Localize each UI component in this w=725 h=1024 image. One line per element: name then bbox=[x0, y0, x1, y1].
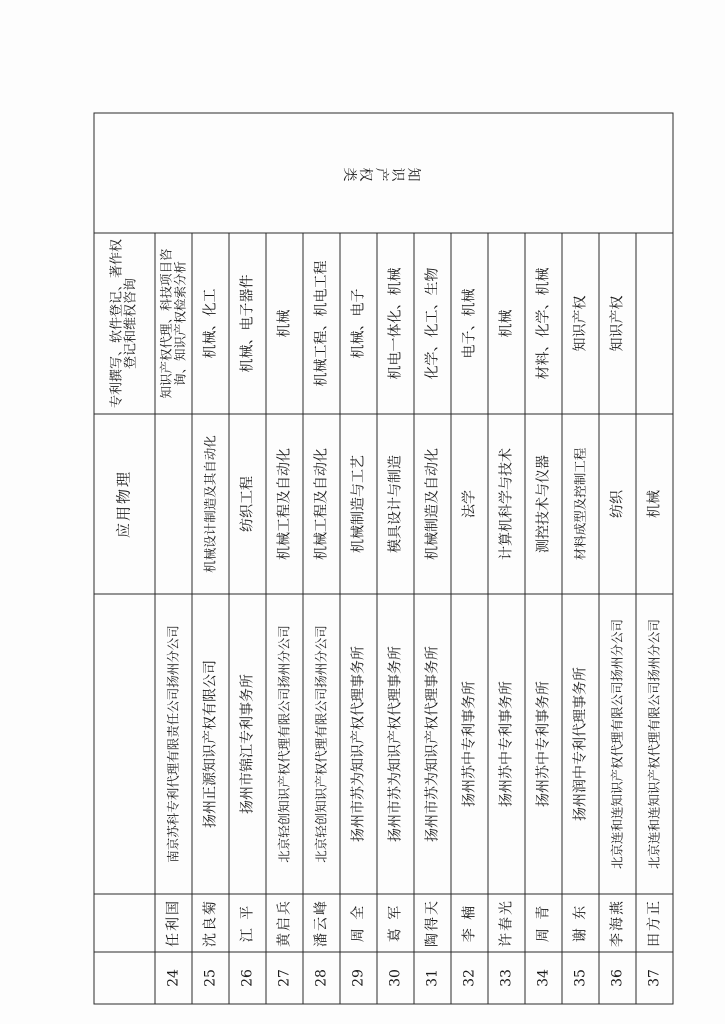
header-org bbox=[94, 594, 155, 894]
row-physics: 模具设计与制造 bbox=[377, 414, 414, 594]
row-org: 北京轻创知识产权代理有限公司扬州分公司 bbox=[303, 594, 340, 894]
row-name: 李 楠 bbox=[451, 894, 488, 952]
row-field: 机械 bbox=[488, 233, 525, 414]
row-name: 许春光 bbox=[488, 894, 525, 952]
row-num: 24 bbox=[155, 952, 192, 1004]
row-physics: 机械设计制造及其自动化 bbox=[192, 414, 229, 594]
row-org: 北京连和连知识产权代理有限公司扬州分公司 bbox=[636, 594, 673, 894]
header-field bbox=[94, 233, 155, 414]
row-num: 25 bbox=[192, 952, 229, 1004]
table-row bbox=[192, 113, 229, 1004]
row-org: 北京轻创知识产权代理有限公司扬州分公司 bbox=[266, 594, 303, 894]
table-row bbox=[599, 113, 636, 1004]
row-physics: 测控技术与仪器 bbox=[525, 414, 562, 594]
row-name: 江 平 bbox=[229, 894, 266, 952]
header-field-label: 专利撰写、软件登记、著作权登记和维权咨询 bbox=[108, 238, 138, 408]
row-field: 电子、机械 bbox=[451, 233, 488, 414]
row-physics: 机械制造与工艺 bbox=[340, 414, 377, 594]
table-row bbox=[340, 113, 377, 1004]
row-org: 南京苏科专利代理有限责任公司扬州分公司 bbox=[155, 594, 192, 894]
row-num: 34 bbox=[525, 952, 562, 1004]
row-field: 知识产权 bbox=[562, 233, 599, 414]
row-physics: 机械工程及自动化 bbox=[266, 414, 303, 594]
header-name bbox=[94, 894, 155, 952]
row-physics: 纺织工程 bbox=[229, 414, 266, 594]
table-row bbox=[451, 113, 488, 1004]
category-cell bbox=[94, 113, 673, 233]
row-num: 26 bbox=[229, 952, 266, 1004]
row-physics: 纺织 bbox=[599, 414, 636, 594]
row-org: 扬州市锦江专利事务所 bbox=[229, 594, 266, 894]
row-num: 27 bbox=[266, 952, 303, 1004]
row-num: 36 bbox=[599, 952, 636, 1004]
row-num: 32 bbox=[451, 952, 488, 1004]
header-physics bbox=[94, 414, 155, 594]
row-name: 黄启兵 bbox=[266, 894, 303, 952]
row-field: 化学、化工、生物 bbox=[414, 233, 451, 414]
row-name: 陶得天 bbox=[414, 894, 451, 952]
row-field: 机械、电子器件 bbox=[229, 233, 266, 414]
row-name: 周 青 bbox=[525, 894, 562, 952]
row-name: 谢 东 bbox=[562, 894, 599, 952]
table-row bbox=[303, 113, 340, 1004]
row-physics: 计算机科学与技术 bbox=[488, 414, 525, 594]
row-num: 37 bbox=[636, 952, 673, 1004]
row-num: 28 bbox=[303, 952, 340, 1004]
row-physics: 机械工程及自动化 bbox=[303, 414, 340, 594]
row-field: 机械、化工 bbox=[192, 233, 229, 414]
row-name: 任利国 bbox=[155, 894, 192, 952]
row-org: 北京连和连知识产权代理有限公司扬州分公司 bbox=[599, 594, 636, 894]
row-field: 机电一体化、机械 bbox=[377, 233, 414, 414]
table-row bbox=[525, 113, 562, 1004]
table-row bbox=[377, 113, 414, 1004]
row-field: 机械 bbox=[266, 233, 303, 414]
row-name: 沈良菊 bbox=[192, 894, 229, 952]
row-physics: 机械制造及自动化 bbox=[414, 414, 451, 594]
table-row bbox=[229, 113, 266, 1004]
row-field: 材料、化学、机械 bbox=[525, 233, 562, 414]
row-name: 周 全 bbox=[340, 894, 377, 952]
row-org: 扬州市苏为知识产权代理事务所 bbox=[414, 594, 451, 894]
row-num: 29 bbox=[340, 952, 377, 1004]
row-name: 李海燕 bbox=[599, 894, 636, 952]
row-num: 33 bbox=[488, 952, 525, 1004]
category-label: 知识产权类 bbox=[340, 164, 421, 181]
table-row bbox=[488, 113, 525, 1004]
row-num: 35 bbox=[562, 952, 599, 1004]
row-physics: 法学 bbox=[451, 414, 488, 594]
row-org: 扬州润中专利代理事务所 bbox=[562, 594, 599, 894]
row-org: 扬州市苏为知识产权代理事务所 bbox=[377, 594, 414, 894]
row-org: 扬州苏中专利事务所 bbox=[525, 594, 562, 894]
row-field: 知识产权 bbox=[599, 233, 636, 414]
row-num: 30 bbox=[377, 952, 414, 1004]
row-num: 31 bbox=[414, 952, 451, 1004]
row-name: 田方正 bbox=[636, 894, 673, 952]
row-name: 潘云峰 bbox=[303, 894, 340, 952]
row-physics bbox=[155, 414, 192, 594]
row-physics: 机械 bbox=[636, 414, 673, 594]
table-row bbox=[414, 113, 451, 1004]
row-org: 扬州市苏为知识产权代理事务所 bbox=[340, 594, 377, 894]
table-row bbox=[155, 113, 192, 1004]
row-field: 机械工程、机电工程 bbox=[303, 233, 340, 414]
table-row bbox=[562, 113, 599, 1004]
expert-registry-table bbox=[93, 112, 673, 1004]
header-physics-label: 应用物理 bbox=[114, 469, 133, 538]
row-field: 知识产权代理、科技项目咨询、知识产权检索分析 bbox=[155, 233, 192, 414]
row-physics: 材料成型及控制工程 bbox=[562, 414, 599, 594]
table-header-row bbox=[94, 113, 155, 1004]
header-num bbox=[94, 952, 155, 1004]
row-field bbox=[636, 233, 673, 414]
row-org: 扬州苏中专利事务所 bbox=[451, 594, 488, 894]
table-row bbox=[266, 113, 303, 1004]
row-name: 葛 军 bbox=[377, 894, 414, 952]
table-row bbox=[636, 113, 673, 1004]
row-org: 扬州苏中专利事务所 bbox=[488, 594, 525, 894]
row-field: 机械、电子 bbox=[340, 233, 377, 414]
row-org: 扬州正源知识产权有限公司 bbox=[192, 594, 229, 894]
